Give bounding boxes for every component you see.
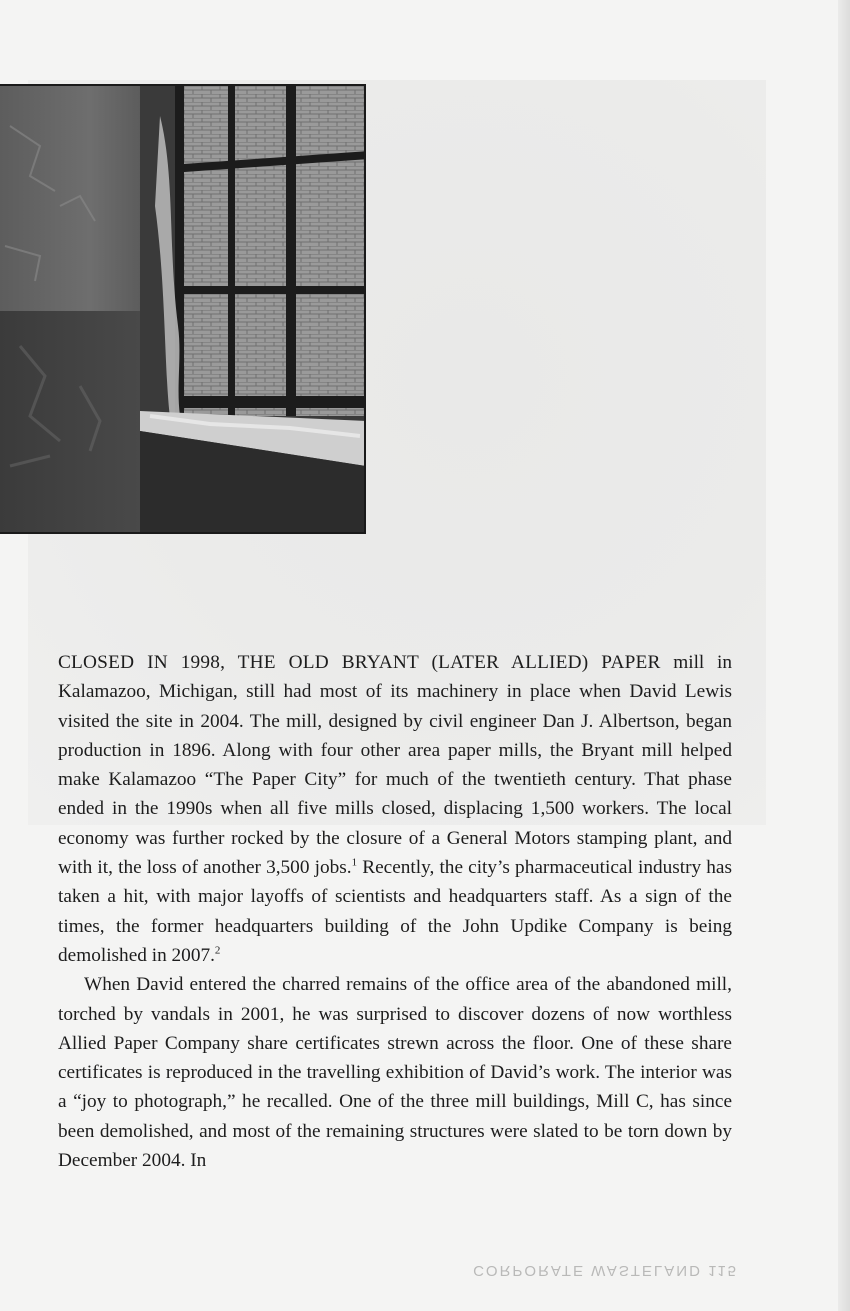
paragraph-1 [58, 648, 732, 970]
paragraph-2: When David entered the charred remains of the office area of the abandoned mill, torched by vandals in 2001, he was surprised to discover dozens of now worthless Allied Paper Company share certificates strewn across the floor. One of these share certificates is reproduced in the travelling exhibition of David’s work. The interior was a “joy to photograph,” he recalled. One of the three mill buildings, Mill C, has since been demolished, and most of the remaining structures were slated to be torn down by December 2004. In [58, 974, 732, 1172]
footnote-ref-1: 1 [351, 856, 358, 869]
page-edge [838, 0, 850, 1311]
window-icon [0, 86, 366, 534]
paragraph-1-text-b: Recently, the city’s pharmaceutical industry has taken a hit, with major layoffs of scientists and headquarters staff. As a sign of the times, the former headquarters building of the John Updike Company is being demolished in 2007. [58, 857, 732, 966]
mill-window-photo [0, 84, 366, 534]
footnote-ref-2: 2 [214, 944, 221, 957]
show-through-running-footer: CORPORATE WASTELAND 115 [473, 1262, 738, 1279]
lead-in: CLOSED IN 1998, THE OLD BRYANT (LATER ALLIED) PAPER [58, 652, 661, 673]
paragraph-1-text-a: mill in Kalamazoo, Michigan, still had most of its machinery in place when David Lewis visited the site in 2004. The mill, designed by civil engineer Dan J. Albertson, began production in 1896. Along with four other area paper mills, the Bryant mill helped make Kalamazoo “The Paper City” for much of the twentieth century. That phase ended in the 1990s when all five mills closed, displacing 1,500 workers. The local economy was further rocked by the closure of a General Motors stamping plant, and with it, the loss of another 3,500 jobs. [58, 652, 732, 879]
body-text [58, 648, 732, 1175]
